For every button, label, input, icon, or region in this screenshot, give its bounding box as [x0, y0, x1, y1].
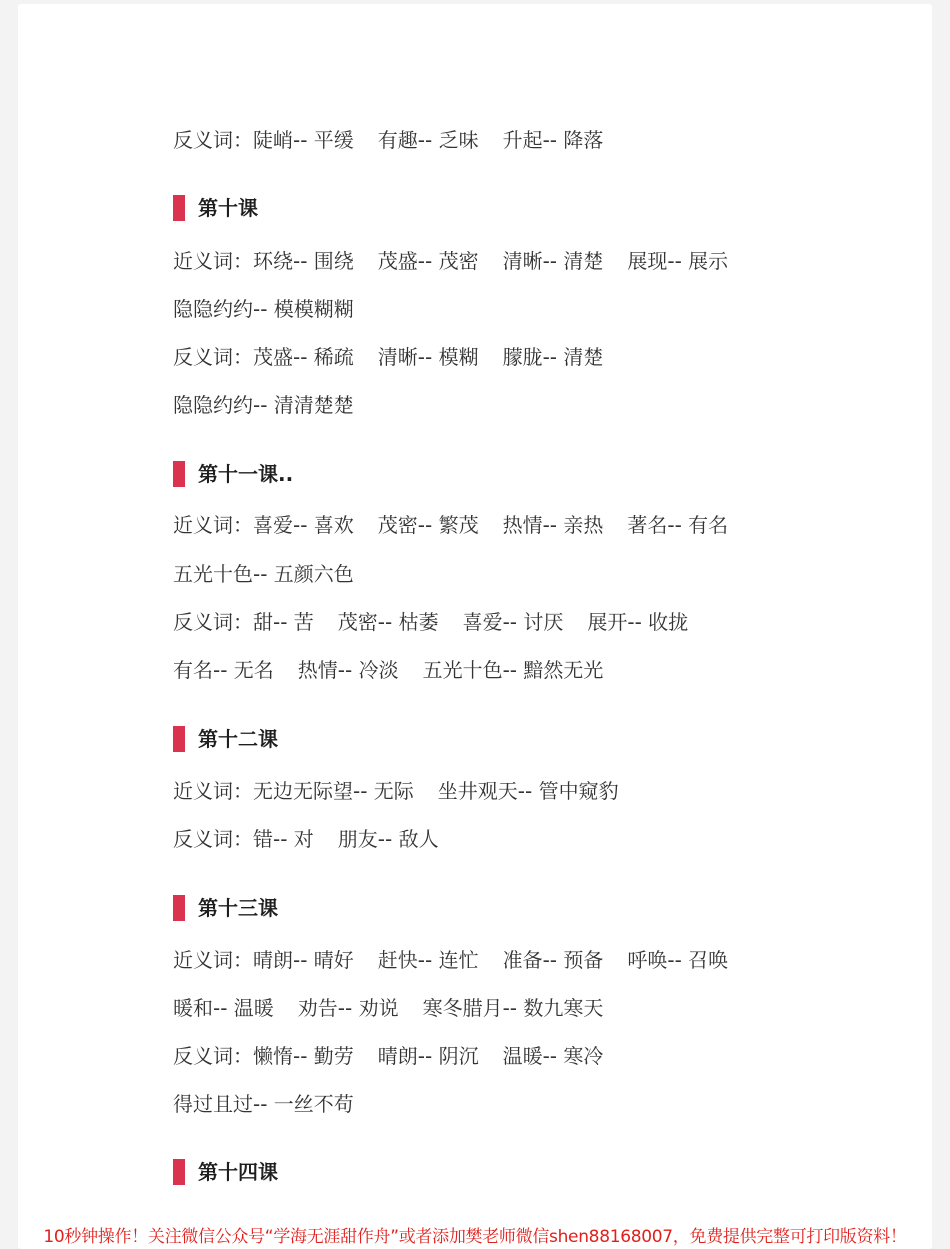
antonym-line [173, 128, 603, 152]
antonym-line-cont [173, 1092, 354, 1116]
lesson-heading-14 [173, 1159, 278, 1185]
synonym-line [173, 948, 728, 972]
antonym-line [173, 345, 603, 369]
antonym-line-cont [173, 393, 354, 417]
word-pair: 朦胧-- 清楚 [502, 345, 604, 369]
word-pair: 劝告-- 劝说 [297, 996, 399, 1020]
synonym-line-cont [173, 996, 603, 1020]
word-pair: 晴朗-- 阴沉 [377, 1044, 479, 1068]
word-pair: 近义词：无边无际望-- 无际 [173, 779, 414, 803]
lesson-heading-10 [173, 195, 258, 221]
document-page [18, 4, 932, 1249]
synonym-line-cont [173, 562, 354, 586]
lesson-heading-13 [173, 895, 278, 921]
word-pair: 五光十色-- 五颜六色 [173, 562, 354, 586]
word-pair: 寒冬腊月-- 数九寒天 [422, 996, 604, 1020]
heading-marker-bar [173, 895, 185, 921]
lesson-title: 第十课 [198, 196, 258, 220]
word-pair: 升起-- 降落 [502, 128, 604, 152]
heading-marker-bar [173, 1159, 185, 1185]
antonym-line [173, 610, 688, 634]
word-pair: 准备-- 预备 [502, 948, 604, 972]
word-pair: 展开-- 收拢 [587, 610, 689, 634]
word-pair: 得过且过-- 一丝不苟 [173, 1092, 354, 1116]
word-pair: 反义词：错-- 对 [173, 827, 314, 851]
word-pair: 茂盛-- 茂密 [377, 249, 479, 273]
lesson-title: 第十一课.. [198, 462, 294, 486]
word-pair: 茂密-- 繁茂 [377, 513, 479, 537]
word-pair: 喜爱-- 讨厌 [462, 610, 564, 634]
synonym-line [173, 779, 619, 803]
word-pair: 著名-- 有名 [627, 513, 729, 537]
word-pair: 坐井观天-- 管中窥豹 [437, 779, 619, 803]
antonym-line [173, 827, 439, 851]
lesson-title: 第十二课 [198, 727, 278, 751]
word-pair: 热情-- 亲热 [502, 513, 604, 537]
word-pair: 清晰-- 清楚 [502, 249, 604, 273]
word-pair: 热情-- 冷淡 [297, 658, 399, 682]
synonym-line-cont [173, 297, 354, 321]
word-pair: 近义词：环绕-- 围绕 [173, 249, 354, 273]
lesson-title: 第十四课 [198, 1160, 278, 1184]
word-pair: 有趣-- 乏味 [377, 128, 479, 152]
word-pair: 清晰-- 模糊 [377, 345, 479, 369]
synonym-line [173, 513, 728, 537]
word-pair: 反义词：懒惰-- 勤劳 [173, 1044, 354, 1068]
heading-marker-bar [173, 195, 185, 221]
word-pair: 反义词：茂盛-- 稀疏 [173, 345, 354, 369]
lesson-title: 第十三课 [198, 896, 278, 920]
promo-footer-text: 10秒钟操作！关注微信公众号“学海无涯甜作舟”或者添加樊老师微信shen88168007，免费提供完整可打印版资料！ [43, 1227, 907, 1247]
heading-marker-bar [173, 461, 185, 487]
word-pair: 近义词：晴朗-- 晴好 [173, 948, 354, 972]
word-pair: 朋友-- 敌人 [337, 827, 439, 851]
word-pair: 展现-- 展示 [627, 249, 729, 273]
word-pair: 隐隐约约-- 模模糊糊 [173, 297, 354, 321]
word-pair: 反义词：甜-- 苦 [173, 610, 314, 634]
word-pair: 赶快-- 连忙 [377, 948, 479, 972]
lesson-heading-12 [173, 726, 278, 752]
word-pair: 五光十色-- 黯然无光 [422, 658, 604, 682]
lesson-heading-11 [173, 461, 293, 487]
word-pair: 近义词：喜爱-- 喜欢 [173, 513, 354, 537]
word-pair: 暖和-- 温暖 [173, 996, 274, 1020]
antonym-line-cont [173, 658, 603, 682]
heading-marker-bar [173, 726, 185, 752]
synonym-line [173, 249, 728, 273]
word-pair: 隐隐约约-- 清清楚楚 [173, 393, 354, 417]
word-pair: 反义词：陡峭-- 平缓 [173, 128, 354, 152]
word-pair: 茂密-- 枯萎 [337, 610, 439, 634]
word-pair: 有名-- 无名 [173, 658, 274, 682]
word-pair: 呼唤-- 召唤 [627, 948, 729, 972]
antonym-line [173, 1044, 603, 1068]
word-pair: 温暖-- 寒冷 [502, 1044, 604, 1068]
